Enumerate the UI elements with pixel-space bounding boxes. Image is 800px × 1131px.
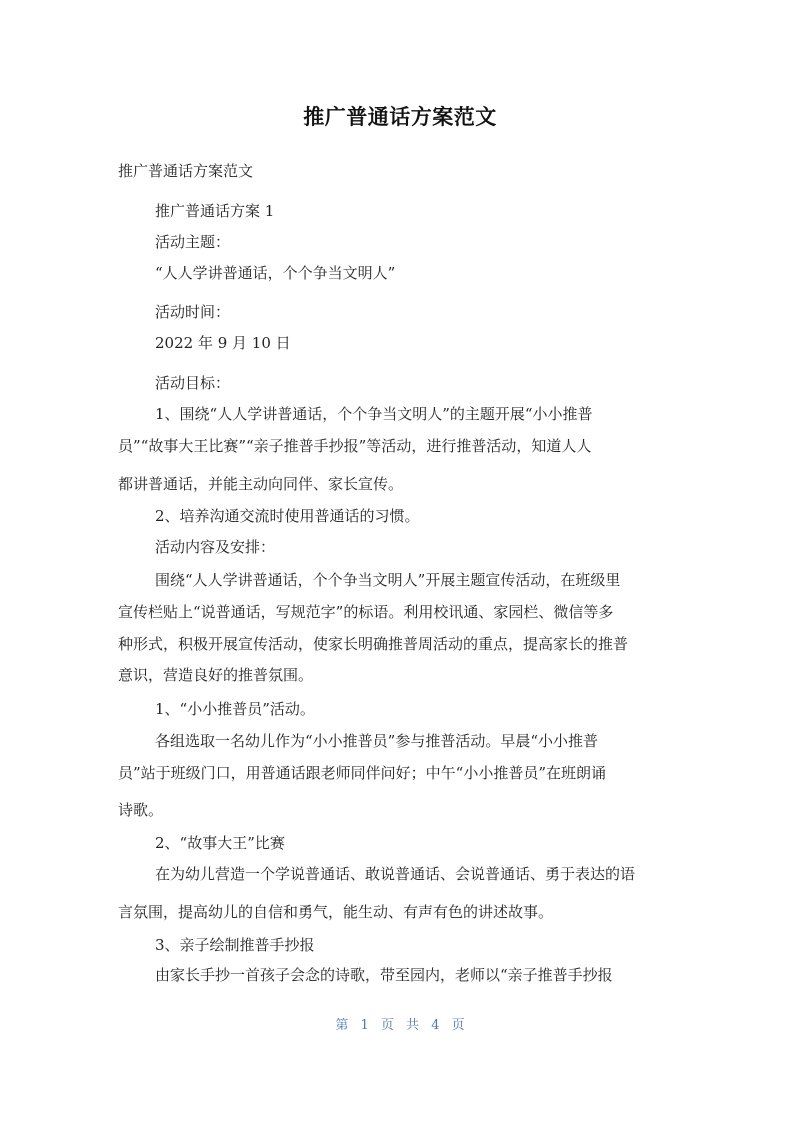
theme-label: 活动主题： <box>155 233 231 251</box>
item-3-title: 3、亲子绘制推普手抄报 <box>155 936 315 954</box>
subtitle: 推广普通话方案范文 <box>118 162 254 180</box>
paragraph-line: 诗歌。 <box>118 801 164 819</box>
theme-text: “人人学讲普通话，个个争当文明人” <box>155 264 396 282</box>
paragraph-line: 言氛围，提高幼儿的自信和勇气，能生动、有声有色的讲述故事。 <box>118 903 554 921</box>
time-label: 活动时间： <box>155 303 231 321</box>
paragraph-line: 员”“故事大王比赛”“亲子推普手抄报”等活动，进行推普活动，知道人人 <box>118 437 592 455</box>
paragraph-line: 各组选取一名幼儿作为“小小推普员”参与推普活动。早晨“小小推普 <box>155 732 599 750</box>
paragraph-line: 由家长手抄一首孩子会念的诗歌，带至园内，老师以“亲子推普手抄报 <box>155 966 613 984</box>
goal-2: 2、培养沟通交流时使用普通话的习惯。 <box>155 507 420 525</box>
document-title: 推广普通话方案范文 <box>303 105 497 129</box>
content-label: 活动内容及安排： <box>155 538 276 556</box>
section-heading: 推广普通话方案 1 <box>155 202 275 220</box>
paragraph-line: 宣传栏贴上“说普通话，写规范字”的标语。利用校讯通、家园栏、微信等多 <box>118 603 614 621</box>
paragraph-line: 种形式，积极开展宣传活动，使家长明确推普周活动的重点，提高家长的推普 <box>118 635 629 653</box>
item-2-title: 2、“故事大王”比赛 <box>155 834 285 852</box>
paragraph-line: 意识，营造良好的推普氛围。 <box>118 666 314 684</box>
paragraph-line: 围绕“人人学讲普通话，个个争当文明人”开展主题宣传活动，在班级里 <box>155 571 621 589</box>
paragraph-line: 1、围绕“人人学讲普通话，个个争当文明人”的主题开展“小小推普 <box>155 405 593 423</box>
time-text: 2022 年 9 月 10 日 <box>155 334 291 352</box>
paragraph-line: 在为幼儿营造一个学说普通话、敢说普通话、会说普通话、勇于表达的语 <box>155 865 636 883</box>
paragraph-line: 都讲普通话，并能主动向同伴、家长宣传。 <box>118 475 404 493</box>
paragraph-line: 员”站于班级门口，用普通话跟老师同伴问好；中午“小小推普员”在班朗诵 <box>118 764 607 782</box>
page-number-footer: 第 1 页 共 4 页 <box>335 1018 465 1033</box>
goal-label: 活动目标： <box>155 374 231 392</box>
item-1-title: 1、“小小推普员”活动。 <box>155 700 315 718</box>
